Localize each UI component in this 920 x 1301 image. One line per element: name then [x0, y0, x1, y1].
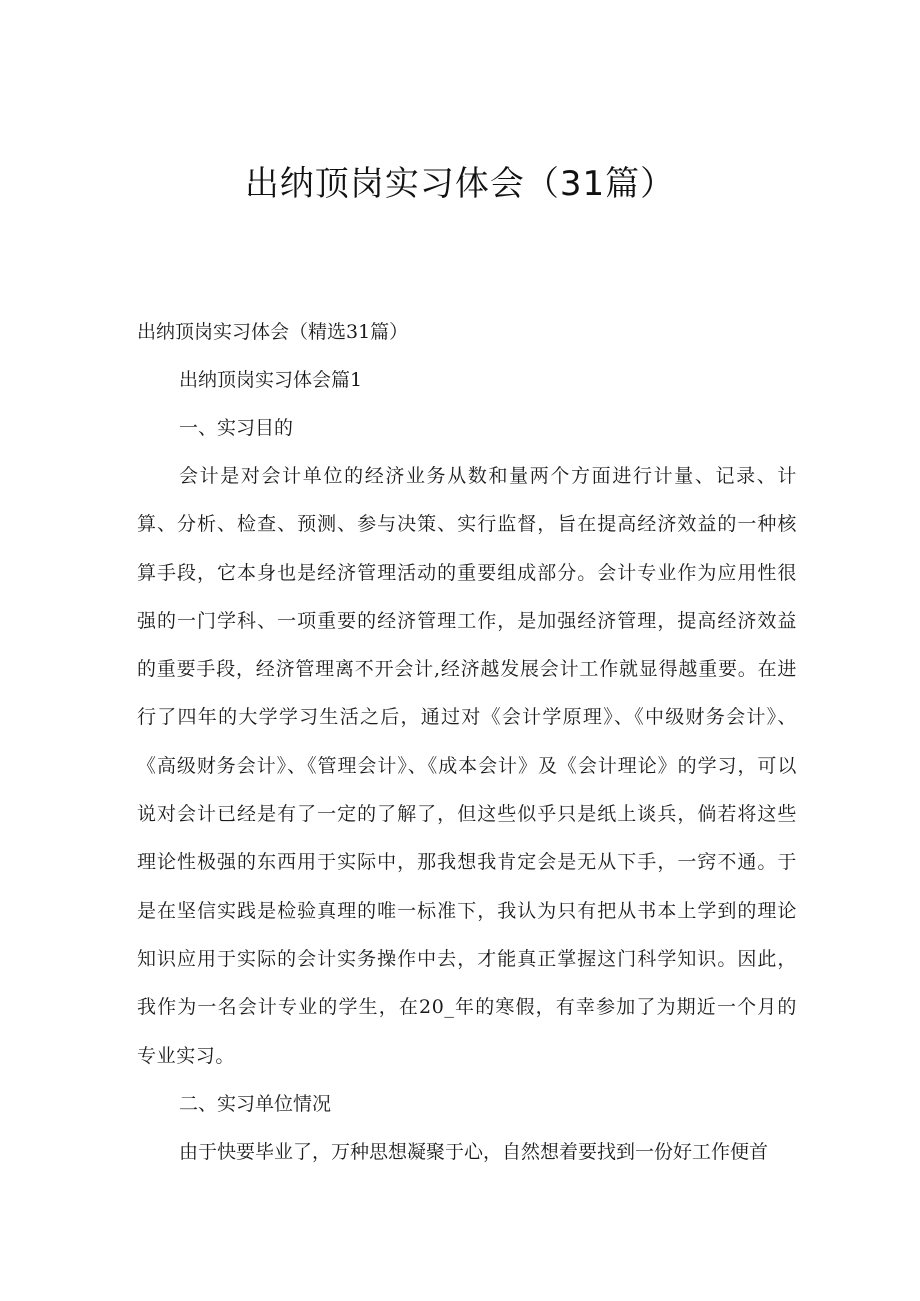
paragraph-unit-start: 由于快要毕业了，万种思想凝聚于心，自然想着要找到一份好工作便首: [179, 1140, 769, 1163]
chapter-heading: 出纳顶岗实习体会篇1: [179, 369, 363, 391]
document-title: 出纳顶岗实习体会（31篇）: [244, 164, 676, 204]
paragraph-purpose: 会计是对会计单位的经济业务从数和量两个方面进行计量、记录、计算、分析、检查、预测、参与决策、实行监督，旨在提高经济效益的一种核算手段，它本身也是经济管理活动的重要组成部分。会计专业作为应用性很强的一门学科、一项重要的经济管理工作，是加强经济管理，提高经济效益的重要手段，经济管理离不开会计,经济越发展会计工作就显得越重要。在进行了四年的大学学习生活之后，通过对《会计学原理》、《中级财务会计》、《高级财务会计》、《管理会计》、《成本会计》及《会计理论》的学习，可以说对会计已经是有了一定的了解了，但这些似乎只是纸上谈兵，倘若将这些理论性极强的东西用于实际中，那我想我肯定会是无从下手，一窍不通。于是在坚信实践是检验真理的唯一标准下，我认为只有把从书本上学到的理论知识应用于实际的会计实务操作中去，才能真正掌握这门科学知识。因此，我作为一名会计专业的学生，在20_年的寒假，有幸参加了为期近一个月的专业实习。: [137, 465, 797, 1067]
document-subtitle: 出纳顶岗实习体会（精选31篇）: [137, 321, 409, 343]
section-heading-purpose: 一、实习目的: [179, 417, 294, 439]
section-heading-unit: 二、实习单位情况: [179, 1092, 332, 1115]
document-body: [137, 308, 797, 1176]
